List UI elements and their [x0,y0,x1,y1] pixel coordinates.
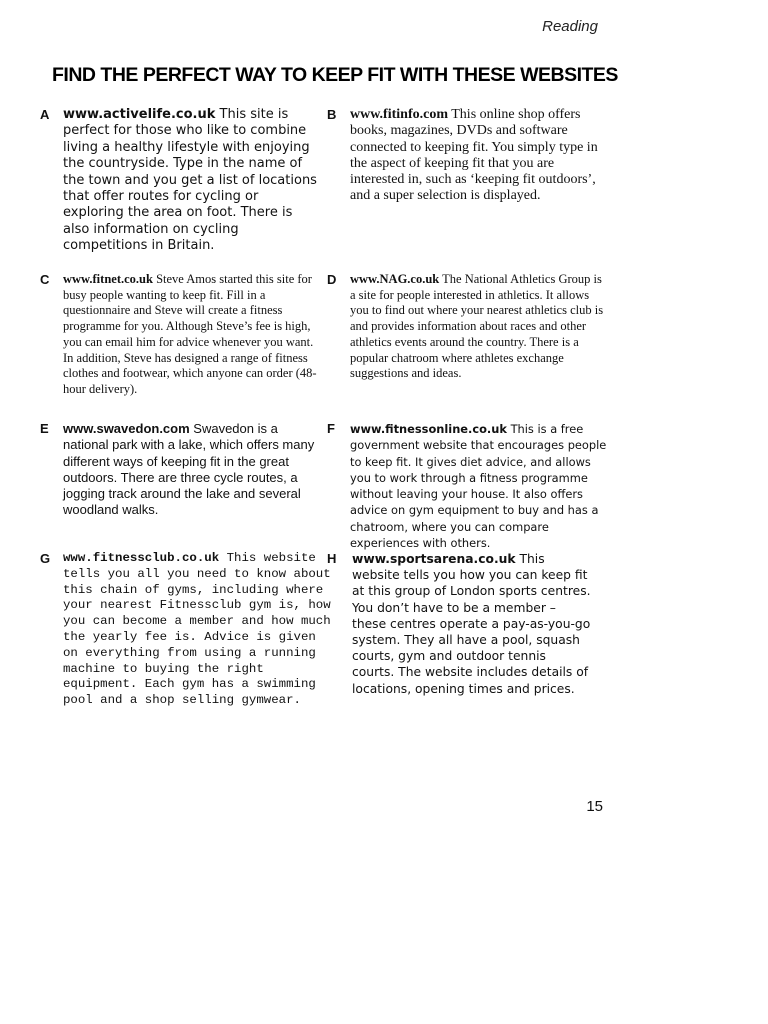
entry-body [350,272,610,382]
entry-body [352,551,592,697]
website-url: www.fitinfo.com [350,107,448,122]
website-url: www.NAG.co.uk [350,272,440,286]
entry-letter: B [327,107,337,122]
entry-body [63,272,323,398]
entry-description: Swavedon is a national park with a lake, which offers many different ways of keeping fit in the great outdoors. There are three cycle routes, a jogging track around the lake and several woodland walks. [63,421,315,518]
entry-letter: C [40,272,50,287]
page-title: FIND THE PERFECT WAY TO KEEP FIT WITH THESE WEBSITES [52,64,618,86]
website-url: www.activelife.co.uk [63,107,216,122]
entry-letter: G [40,551,51,566]
website-url: www.swavedon.com [63,421,190,436]
entry-description: This website tells you all you need to know about this chain of gyms, including where your nearest Fitnessclub gym is, how you can become a member and how much the yearly fee is. Advice is given on everything from using a running machine to buying the right equipment. Each gym has a swimming pool and a shop selling gymwear. [63,551,331,708]
entry-body [63,107,318,255]
entry-body [350,421,610,551]
entry-letter: F [327,421,335,436]
entry-body [350,107,605,205]
page-number: 15 [586,798,603,815]
entry-description: This is a free government website that encourages people to keep fit. It gives diet advice, and allows you to work through a fitness programme without leaving your house. It also offers advice on gym equipment to buy and has a chatroom, where you can compare experiences with others. [350,422,607,551]
entry-description: The National Athletics Group is a site for people interested in athletics. It allows you to find out where your nearest athletics club is and provides information about races and other athletics events around the country. There is a popular chatroom where athletes exchange suggestions and ideas. [350,272,604,381]
website-url: www.fitnet.co.uk [63,272,153,286]
website-url: www.sportsarena.co.uk [352,552,516,566]
entry-letter: E [40,421,49,436]
entry-description: This website tells you how you can keep fit at this group of London sports centres. You don’t have to be a member – these centres operate a pay-as-you-go system. They all have a pool, squash courts, gym and outdoor tennis courts. The website includes details of locations, opening times and prices. [352,552,591,696]
section-label: Reading [542,18,598,35]
entry-body [63,551,333,709]
entry-letter: H [327,551,337,566]
website-url: www.fitnessclub.co.uk [63,551,220,565]
entry-body [63,421,323,519]
website-url: www.fitnessonline.co.uk [350,422,507,436]
entry-description: This online shop offers books, magazines, DVDs and software connected to keeping fit. You simply type in the aspect of keeping fit that you are interested in, such as ‘keeping fit outdoors’, and a super selection is displayed. [350,107,598,204]
entry-description: This site is perfect for those who like to combine living a healthy lifestyle with enjoying the countryside. Type in the name of the town and you get a list of locations that offer routes for cycling or exploring the area on foot. There is also information on cycling competitions in Britain. [63,107,317,254]
entry-letter: D [327,272,337,287]
entry-letter: A [40,107,50,122]
entry-description: Steve Amos started this site for busy people wanting to keep fit. Fill in a questionnaire and Steve will create a fitness programme for you. Although Steve’s fee is high, you can email him for advice whenever you want. In addition, Steve has designed a range of fitness clothes and footwear, which anyone can order (48-hour delivery). [63,272,317,396]
